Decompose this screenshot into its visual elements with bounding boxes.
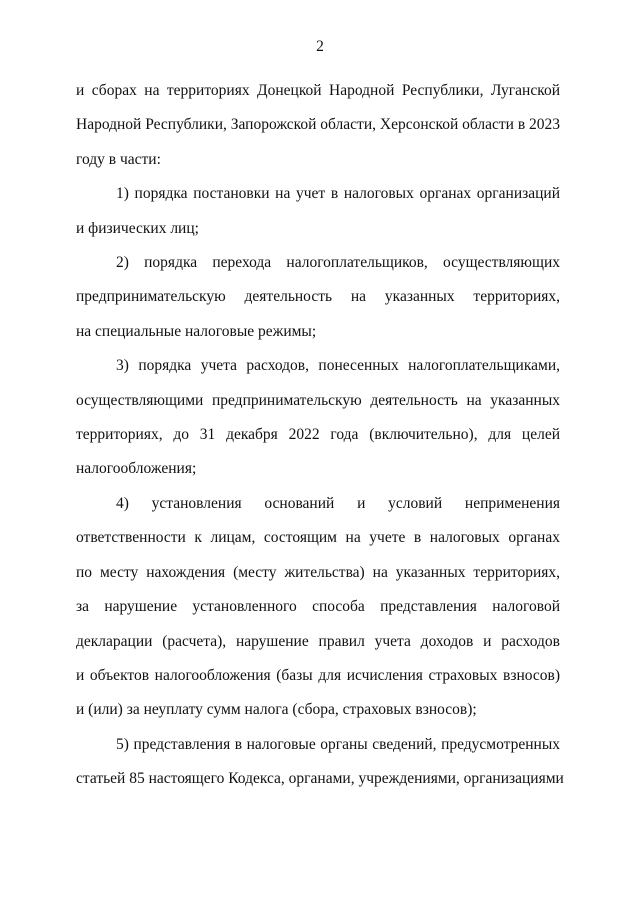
- text-line: ответственности к лицам, состоящим на учете в налоговых органах: [76, 529, 560, 547]
- text-line: за нарушение установленного способа представления налоговой: [76, 598, 560, 616]
- text-line: осуществляющими предпринимательскую деятельность на указанных: [76, 391, 560, 409]
- paragraph-item-2: [76, 246, 560, 349]
- text-line: предпринимательскую деятельность на указанных территориях,: [76, 288, 560, 306]
- text-line: налогообложения;: [76, 460, 197, 478]
- text-line: по месту нахождения (месту жительства) на указанных территориях,: [76, 563, 560, 581]
- text-line: 5) представления в налоговые органы сведений, предусмотренных: [116, 735, 560, 753]
- paragraph-item-4: [76, 487, 560, 728]
- text-line: Народной Республики, Запорожской области, Херсонской области в 2023: [76, 116, 561, 134]
- text-line: и сборах на территориях Донецкой Народной Республики, Луганской: [76, 82, 560, 99]
- paragraph-item-1: [76, 177, 560, 246]
- paragraph-item-3: [76, 349, 560, 487]
- text-line: территориях, до 31 декабря 2022 года (включительно), для целей: [76, 426, 560, 444]
- text-line: 1) порядка постановки на учет в налоговых органах организаций: [116, 185, 560, 203]
- paragraph-intro: [76, 74, 560, 177]
- text-line: 2) порядка перехода налогоплательщиков, осуществляющих: [116, 254, 560, 272]
- page-number: 2: [316, 38, 324, 55]
- text-line: на специальные налоговые режимы;: [76, 322, 317, 340]
- text-line: декларации (расчета), нарушение правил учета доходов и расходов: [76, 632, 560, 650]
- document-body: [76, 74, 564, 797]
- text-line: 3) порядка учета расходов, понесенных налогоплательщиками,: [116, 357, 560, 375]
- text-line: 4) установления оснований и условий неприменения: [116, 494, 560, 512]
- text-line: и объектов налогообложения (базы для исчисления страховых взносов): [76, 666, 560, 684]
- text-line: и (или) за неуплату сумм налога (сбора, страховых взносов);: [76, 701, 477, 719]
- text-line: и физических лиц;: [76, 219, 199, 237]
- paragraph-item-5: [76, 728, 564, 797]
- text-line: статьей 85 настоящего Кодекса, органами, учреждениями, организациями: [76, 770, 564, 788]
- text-line: году в части:: [76, 150, 161, 168]
